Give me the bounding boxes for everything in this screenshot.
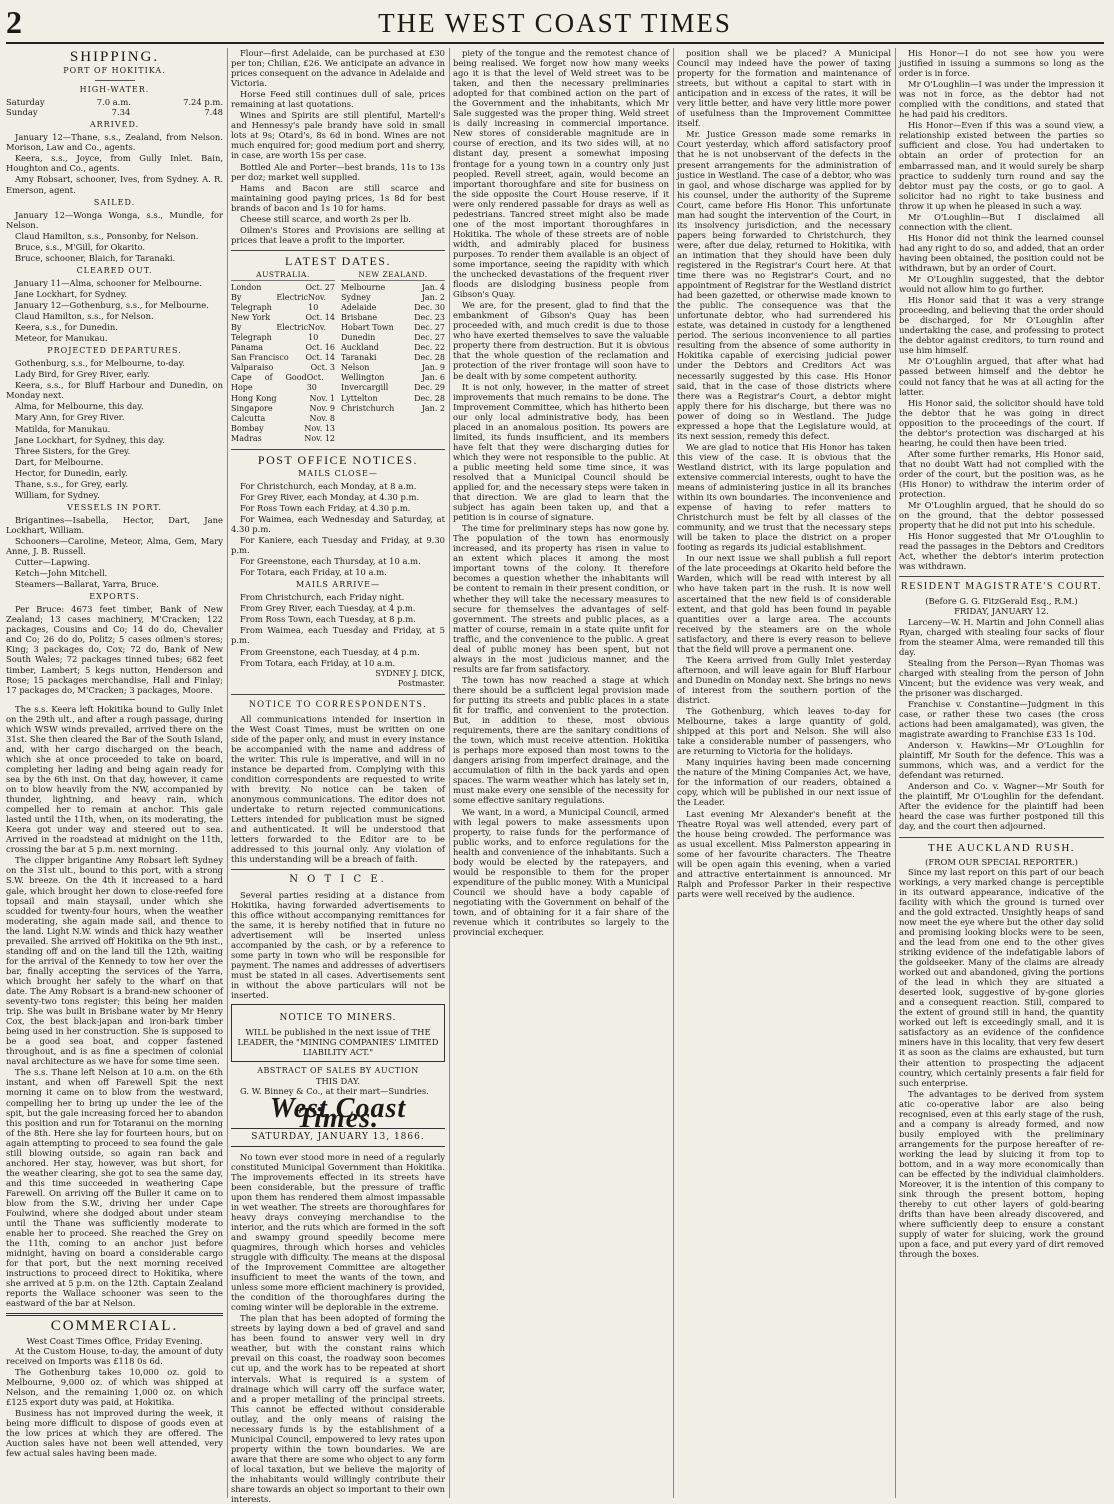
date-place: Lyttelton xyxy=(341,394,378,404)
miners-text: WILL be published in the next issue of THE LEADER, the "MINING COMPANIES' LIMITED LIABILITY ACT." xyxy=(237,1027,439,1057)
paragraph: For Christchurch, each Monday, at 8 a.m. xyxy=(231,481,445,491)
date-row xyxy=(341,353,445,363)
abstract-title: ABSTRACT OF SALES BY AUCTION xyxy=(231,1066,445,1076)
paragraph: Thane, s.s., for Grey, early. xyxy=(6,479,223,489)
post-office-title: POST OFFICE NOTICES. xyxy=(231,455,445,465)
date-place: By Electric Telegraph xyxy=(231,293,308,313)
date-place: Auckland xyxy=(341,343,379,353)
date-row xyxy=(341,343,445,353)
dates-left-label: AUSTRALIA. xyxy=(231,270,335,281)
date-value: Dec. 27 xyxy=(414,323,445,333)
high-water-label: HIGH-WATER. xyxy=(6,85,223,95)
paragraph: Lady Bird, for Grey River, early. xyxy=(6,369,223,379)
paragraph: Mary Ann, for Grey River. xyxy=(6,412,223,422)
date-place: By Electric Telegraph xyxy=(231,323,308,343)
tide-row xyxy=(6,107,223,117)
paragraph: The town has now reached a stage at which there should be a sufficient legal provision made for putting its streets and public places in a state fit for traffic, and convenient to the protection. But, in addition to these, most obvious requirements, there are the sanitary conditions of the town, which must receive attention. Hokitika is perhaps more exposed than most towns to the dangers arising from imperfect drainage, and the accumulation of filth in the back yards and open spaces. The warm weather which has lately set in, must make every one sensible of the necessity for some effective sanitary regulations. xyxy=(453,675,669,806)
latest-dates-title: LATEST DATES. xyxy=(231,256,445,266)
date-value: Dec. 30 xyxy=(414,303,445,313)
paragraph: Keera, s.s., for Dunedin. xyxy=(6,322,223,332)
paragraph: Mr O'Loughlin argued, that he should do so on the ground, that the debtor possessed property that he did not put into his schedule. xyxy=(899,500,1104,530)
notice-text: Several parties residing at a distance from Hokitika, having forwarded advertisements to this office without accompanying remittances for the same, it is hereby notified that in future no advertisement will be inserted unless accompanied by the cash, or by a reference to some party in town who will be responsible for payment. The names and addresses of advertisers must be stated in all cases. Advertisements sent in without the above particulars will not be inserted. xyxy=(231,890,445,1001)
paragraph: Oilmen's Stores and Provisions are selling at prices that leave a profit to the importer. xyxy=(231,225,445,245)
column-rule xyxy=(227,48,228,1498)
date-place: Adelaide xyxy=(341,303,376,313)
rush-report xyxy=(899,867,1104,1260)
paragraph: His Honor said, the solicitor should have told the debtor that he was going in direct opposition to the proceedings of the court. If the debtor's protection was discharged at his hearing, he could then have been tried. xyxy=(899,398,1104,448)
paragraph: January 12—Thane, s.s., Zealand, from Nelson. Morison, Law and Co., agents. xyxy=(6,132,223,152)
paragraph: We are glad to notice that His Honor has taken this view of the case. It is obvious that the Westland district, with its large population and extensive commercial interests, ought to have the means of administering justice in all its branches within its own boundaries. The inconvenience and expense of having to refer matters to Christchurch must be felt by all classes of the community, and we trust that the necessary steps will be taken to place the district on a proper footing as regards its judicial establishment. xyxy=(677,442,891,553)
paragraph: Jane Lockhart, for Sydney, this day. xyxy=(6,435,223,445)
miners-title: NOTICE TO MINERS. xyxy=(237,1013,439,1023)
mails-arrive-list xyxy=(231,592,445,667)
date-row xyxy=(231,353,335,363)
correspondents-title: NOTICE TO CORRESPONDENTS. xyxy=(231,700,445,710)
paragraph: Since my last report on this part of our beach workings, a very marked change is perceptible in its outward appearance, indicative of the facility with which the ground is turned over and the gold extracted. Unsightly heaps of sand now meet the eye where but the other day solid and promising looking blocks were to be seen, and the lead from one end to the other gives striking evidence of the indefatigable labors of the goldseeker. Many of the claims are already worked out and abandoned, giving the portions of the lead in which they are situated a deserted look, suggestive of by-gone glories and a consequent reaction. Still, compared to the extent of ground still in hand, the quantity worked out left is exceedingly small, and it is satisfactory as an evidence of the confidence miners have in this locality, that very few desert it as soon as the claims are exhausted, but turn their attention to prospecting the adjacent country, which certainly presents a fair field for such enterprise. xyxy=(899,867,1104,1088)
date-row xyxy=(231,313,335,323)
paragraph: Schooners—Caroline, Meteor, Alma, Gem, Mary Anne, J. B. Russell. xyxy=(6,536,223,556)
date-row xyxy=(231,293,335,313)
dates-right-rows xyxy=(341,283,445,414)
port-title: PORT OF HOKITIKA. xyxy=(6,66,223,76)
paragraph: The s.s. Keera left Hokitika bound to Gully Inlet on the 29th ult., and after a rough passage, during which WSW winds prevailed, arrived there on the 31st. She then cleared the Bar of the South Island, and, with her cargo discharged on the beach, which she at once proceeded to take on board, completing her lading and being again ready for sea by the 6th inst. On that day, however, it came on to blow heavily from the NW, accompanied by thunder, lightning, and heavy rain, which compelled her to remain at anchor. This gale lasted until the 11th, when, on its moderating, the Keera got under way and steered out to sea. Arrived in the roadstead at midnight on the 11th, crossing the bar at 5 p.m. next morning. xyxy=(6,704,223,855)
column-4 xyxy=(677,48,891,1498)
paragraph: Horse Feed still continues dull of sale, prices remaining at last quotations. xyxy=(231,89,445,109)
dates-left xyxy=(231,270,335,444)
paragraph: Matilda, for Manukau. xyxy=(6,424,223,434)
paragraph: The Gothenburg, which leaves to-day for Melbourne, takes a large quantity of gold, shipped at this port and Nelson. She will also take a considerable number of passengers, who are returning to Victoria for the holidays. xyxy=(677,706,891,756)
market-report xyxy=(231,48,445,245)
page-number: 2 xyxy=(6,4,22,41)
rush-title: THE AUCKLAND RUSH. xyxy=(899,843,1104,853)
date-place: Cape of Good Hope xyxy=(231,373,307,393)
paragraph: Franchise v. Constantine—Judgment in this case, or rather these two cases (the cross actions had been amalgamated), was given, the magistrate awarding to Franchise £33 1s 10d. xyxy=(899,699,1104,739)
paragraph: Cutter—Lapwing. xyxy=(6,557,223,567)
latest-dates-table xyxy=(231,270,445,444)
sailed-list xyxy=(6,210,223,263)
arrived-label: ARRIVED. xyxy=(6,120,223,130)
paragraph: Mr O'Loughlin—I was under the impression it was not in force, as the debtor had not complied with the conditions, and stated that he had paid his creditors. xyxy=(899,79,1104,119)
paragraph: For Greenstone, each Thursday, at 10 a.m. xyxy=(231,556,445,566)
correspondents-text: All communications intended for insertion in the West Coast Times, must be written on one side of the paper only, and must in every instance be accompanied with the name and address of the writer. This rule is imperative, and will in no instance be departed from. Complying with this condition correspondents are requested to write with brevity. No notice can be taken of anonymous communications. The editor does not undertake to return rejected communications. Letters intended for publication must be signed and authenticated. It will be understood that letters forwarded to the Editor are to be addressed to this journal only. Any violation of this understanding will be a breach of faith. xyxy=(231,714,445,865)
tide-pm: 7.48 xyxy=(204,107,223,117)
dates-right xyxy=(341,270,445,444)
column-3 xyxy=(453,48,669,1498)
date-value: Dec. 27 xyxy=(414,333,445,343)
paragraph: Larceny—W. H. Martin and John Connell alias Ryan, charged with stealing four sacks of flour from the steamer Alma, were remanded till this day. xyxy=(899,617,1104,657)
paragraph: From Christchurch, each Friday night. xyxy=(231,592,445,602)
tide-day: Saturday xyxy=(6,97,45,107)
paragraph: Hams and Bacon are still scarce and maintaining good paying prices, 1s 8d for best brands of bacon and 1s 10 for hams. xyxy=(231,183,445,213)
sailed-label: SAILED. xyxy=(6,198,223,208)
date-value: Dec. 28 xyxy=(414,394,445,404)
paragraph: Brigantines—Isabella, Hector, Dart, Jane Lockhart, William. xyxy=(6,515,223,535)
divider xyxy=(95,699,135,700)
paragraph: Bottled Ale and Porter—best brands, 11s to 13s per doz; market well supplied. xyxy=(231,162,445,182)
paragraph: The s.s. Thane left Nelson at 10 a.m. on the 6th instant, and when off Farewell Spit the next morning it came on to blow from the westward, compelling her to bring up under the lee of the spit, but the gale increasing forced her to abandon this position and run for Totaranui on the morning of the 8th. Here she lay for fourteen hours, but on again attempting to proceed to sea found the gale still blowing outside, so again ran back and anchored. Her stay, however, was but short, for the weather clearing, she got to sea the same day, and this time succeeded in weathering Cape Farewell. On arriving off the Buller it came on to blow from the S.W., driving her under Cape Foulwind, where she dodged about under steam until the Thane was sufficiently moderate to enable her to proceed. She reached the Grey on the 11th, coming to an anchor just before midnight, having on board a considerable cargo for that port, but the next morning received instructions to proceed direct to Hokitika, where she arrived at 5 p.m. on the 12th. Captain Zealand reports the Wallace schooner was seen to the eastward of the bar at Nelson. xyxy=(6,1067,223,1308)
paragraph: No town ever stood more in need of a regularly constituted Municipal Government than Hokitika. The improvements effected in its streets have been considerable, but the pressure of traffic upon them has rendered them almost impassable in wet weather. The streets are thoroughfares for heavy drays conveying merchandise to the interior, and the ruts which are formed in the soft and swampy ground speedily become mere quagmires, through which horses and vehicles struggle with difficulty. The means at the disposal of the Improvement Committee are altogether insufficient to meet the wants of the town, and unless some more efficient machinery is provided, the condition of the thoroughfares during the coming winter will be deplorable in the extreme. xyxy=(231,1152,445,1313)
paragraph: The clipper brigantine Amy Robsart left Sydney on the 31st ult., bound to this port, with a strong S.W. breeze. On the 4th it increased to a hard gale, which brought her down to close-reefed fore topsail and main staysail, under which she scudded for twenty-four hours, when the weather moderating, she again made sail, and thence to the land. Light N.W. winds and thick hazy weather prevailed. She arrived off Hokitika on the 9th inst., standing off and on the land till the 12th, waiting for the arrival of the Kennedy to tow her over the bar, finally accepting the services of the Yarra, which brought her safely to the wharf on that date. The Amy Robsart is a brand-new schooner of seventy-two tons register; this being her maiden trip. She was built in Brisbane water by Mr Henry Cox, the best black-japan and iron-bark timber being used in her construction. She is supposed to be a good sea boat, and copper fastened throughout, and is as fine a specimen of colonial naval architecture as we have for some time seen. xyxy=(6,855,223,1066)
date-place: Melbourne xyxy=(341,283,385,293)
paragraph: Per Bruce: 4673 feet timber, Bank of New Zealand; 13 cases machinery, M'Cracken; 122 packages, Cousins and Co; 14 do do, Chevalier and Co; 26 do do, Politz; 5 cases oilmen's stores; King; 3 packages do, Cox; 72 do, Bank of New South Wales; 72 packages tinned tubes; 682 feet timber, Lambert; 5 kegs nutton, Henderson and Rose; 15 packages merchandise, Hall and Finlay; 17 packages do, M'Cracken; 3 packages, Moore. xyxy=(6,604,223,694)
tide-row xyxy=(6,97,223,107)
paragraph: His Honor suggested that Mr O'Loughlin to read the passages in the Debtors and Creditors Act, whether the debtor's interim protection was withdrawn. xyxy=(899,531,1104,571)
paragraph: Claud Hamilton, s.s., Ponsonby, for Nelson. xyxy=(6,231,223,241)
paragraph: Dart, for Melbourne. xyxy=(6,457,223,467)
rm-court-day: FRIDAY, JANUARY 12. xyxy=(899,606,1104,616)
dates-left-rows xyxy=(231,283,335,444)
date-value: Nov. 8 xyxy=(309,414,335,424)
paragraph: It is not only, however, in the matter of street improvements that much remains to be done. The Improvement Committee, which has hitherto been our only local administrative body, has been placed in an anomalous position. Its powers are limited, its funds insufficient, and its members have felt that they were discharging duties for which they were not responsible to the public. At a public meeting held some time since, it was resolved that a Municipal Council should be applied for, and the necessary steps were taken in that direction. We are glad to learn that the subject has again been taken up, and that a petition is in course of signature. xyxy=(453,382,669,523)
paragraph: Many inquiries having been made concerning the nature of the Mining Companies Act, we have, for the information of our readers, obtained a copy, which will be published in our next issue of the Leader. xyxy=(677,757,891,807)
date-row xyxy=(341,293,445,303)
paragraph: January 12—Gothenburg, s.s., for Melbourne. xyxy=(6,300,223,310)
date-place: Bombay xyxy=(231,424,264,434)
paragraph: Mr O'Loughlin—But I disclaimed all connection with the client. xyxy=(899,212,1104,232)
paragraph: From Totara, each Friday, at 10 a.m. xyxy=(231,658,445,668)
date-value: Nov. 10 xyxy=(308,293,335,313)
exports-label: EXPORTS. xyxy=(6,592,223,602)
rm-court-cases xyxy=(899,617,1104,832)
paragraph: We want, in a word, a Municipal Council, armed with legal powers to make assessments upon property, to raise funds for the performance of public works, and to enforce regulations for the health and convenience of the inhabitants. Such a body would be elected by the ratepayers, and would be responsible to them for the proper expenditure of the public money. With a Municipal Council we should have a body capable of negotiating with the Government on behalf of the town, and of obtaining for it a fair share of the revenue which it contributes so largely to the provincial exchequer. xyxy=(453,807,669,938)
paragraph: Business has not improved during the week, it being more difficult to dispose of goods even at the low prices at which they are offered. The Auction sales have not been well attended, very few actual sales having been made. xyxy=(6,1408,223,1458)
date-row xyxy=(341,373,445,383)
date-place: Hobart Town xyxy=(341,323,394,333)
date-place: Nelson xyxy=(341,363,369,373)
date-place: Hong Kong xyxy=(231,394,276,404)
paragraph: Anderson v. Hawkins—Mr O'Loughlin for plaintiff, Mr South for the defence. This was a summons, which was, and a verdict for the defendant was returned. xyxy=(899,740,1104,780)
date-row xyxy=(341,303,445,313)
masthead-rule xyxy=(6,42,1104,44)
paragraph: Anderson and Co. v. Wagner—Mr South for the plaintiff, Mr O'Loughlin for the defendant. After the evidence for the plaintiff had been heard the case was further postponed till this day, and the court then adjourned. xyxy=(899,781,1104,831)
mails-close-list xyxy=(231,481,445,577)
date-value: Dec. 29 xyxy=(414,383,445,393)
news-items xyxy=(677,48,891,899)
paragraph: Wines and Spirits are still plentiful, Martell's and Hennessy's pale brandy have sold in small lots at 9s; Otard's, 8s 6d in bond. Wines are not much enquired for; good medium port and sherry, in case, are worth 15s per case. xyxy=(231,110,445,160)
date-row xyxy=(341,383,445,393)
date-row xyxy=(341,283,445,293)
date-place: Valparaiso xyxy=(231,363,273,373)
postmaster-name: SYDNEY J. DICK, xyxy=(231,669,445,679)
date-value: Jan. 2 xyxy=(422,293,445,303)
paragraph: Gothenburg, s.s., for Melbourne, to-day. xyxy=(6,358,223,368)
paragraph: Mr O'Loughlin suggested, that the debtor would not allow him to go further. xyxy=(899,274,1104,294)
date-place: Sydney xyxy=(341,293,371,303)
date-value: Dec. 22 xyxy=(414,343,445,353)
tide-table xyxy=(6,97,223,117)
paragraph: His Honor—Even if this was a sound view, a relationship existed between the parties so sufficient and close. You had undertaken to obtain an order of protection for an embarrassed man, and it would surely be sharp practice to suddenly turn round and say the debtor must pay the costs, or go to gaol. A solicitor had no right to take business and throw it up when he pleased in such a way. xyxy=(899,120,1104,210)
divider xyxy=(231,869,445,870)
date-row xyxy=(231,363,335,373)
date-value: Nov. 12 xyxy=(304,434,335,444)
divider xyxy=(231,449,445,450)
paragraph: Last evening Mr Alexander's benefit at the Theatre Royal was well attended, every part of the house being crowded. The performance was as usual excellent. Miss Palmerston appearing in some of her favourite characters. The Theatre will be open again this evening, when a varied and attractive entertainment is announced. Mr Ralph and Professor Parker in their respective parts were well received by the audience. xyxy=(677,809,891,899)
divider xyxy=(231,694,445,695)
date-value: Jan. 6 xyxy=(422,373,445,383)
date-value: Oct. 14 xyxy=(305,353,335,363)
paragraph: Steamers—Ballarat, Yarra, Bruce. xyxy=(6,579,223,589)
paragraph: For Kaniere, each Tuesday and Friday, at 9.30 p.m. xyxy=(231,535,445,555)
date-value: Oct. 14 xyxy=(305,313,335,323)
date-place: Invercargill xyxy=(341,383,388,393)
date-place: Panama xyxy=(231,343,263,353)
divider xyxy=(231,250,445,251)
paragraph: From Ross Town, each Tuesday, at 8 p.m. xyxy=(231,614,445,624)
date-row xyxy=(341,404,445,414)
paragraph: His Honor did not think the learned counsel had any right to do so, and added, that an order having been obtained, the position could not be withdrawn, but by an order of Court. xyxy=(899,233,1104,273)
date-value: Nov. 1 xyxy=(309,394,335,404)
paragraph: piety of the tongue and the remotest chance of being realised. We forget now how many weeks ago it is that the level of Weld street was to be taken, and then the necessary preliminaries adopted for that combined action on the part of the Government and the inhabitants, which Mr Sale suggested was the proper thing. Weld street is daily increasing in commercial importance. New stores of considerable magnitude are in course of erection, and its two sides will, at no distant day, present a somewhat imposing frontage for a young town in a country only just peopled. Revell street, again, would become an important thoroughfare and site for business on the side opposite the Court House reserve, if it were only rendered passable for drays as well as pedestrians. Tancred street might also be made one of the most important thoroughfares in Hokitika. The whole of these streets are of noble width, and admirably placed for business purposes. To render them available is an object of some importance, seeing the rapidity with which the unchecked devastations of the frequent river floods are dislodging business people from Gibson's Quay. xyxy=(453,48,669,299)
commercial-office: West Coast Times Office, Friday Evening. xyxy=(6,1336,223,1346)
paragraph: Keera, s.s., Joyce, from Gully Inlet. Bain, Houghton and Co., agents. xyxy=(6,153,223,173)
date-row xyxy=(231,394,335,404)
paragraph: From Waimea, each Tuesday and Friday, at 5 p.m. xyxy=(231,625,445,645)
paragraph: position shall we be placed? A Municipal Council may indeed have the power of taxing property for the formation and maintenance of streets, but without a capital to start with in anticipation and in excess of the rates, it will be very little better, and have very little more power of usefulness than the Improvement Committee itself. xyxy=(677,48,891,128)
paragraph: From Grey River, each Tuesday, at 4 p.m. xyxy=(231,603,445,613)
date-row xyxy=(231,373,335,393)
paragraph: William, for Sydney. xyxy=(6,490,223,500)
mails-close-label: MAILS CLOSE— xyxy=(231,469,445,479)
dateline: SATURDAY, JANUARY 13, 1866. xyxy=(231,1128,445,1146)
date-value: Oct. 30 xyxy=(307,373,335,393)
column-rule xyxy=(449,48,450,1498)
newspaper-title: West Coast Times. xyxy=(231,1104,445,1124)
paragraph: The advantages to be derived from system atic co-operative labor are also being recognised, even at this early stage of the rush, and a company is already formed, and now busily employed with the preliminary arrangements for the purpose hereafter of re-working the lead by sluicing it from top to bottom, and in a way more economically than can be effected by the individual claimholders. Moreover, it is the intention of this company to sink through the present bottom, hoping thereby to cut other layers of gold-bearing drifts than have been already discovered, and where sufficiently deep to ensure a constant supply of water for sluicing, work the ground upon a face, and put every yard of dirt removed through the boxes. xyxy=(899,1089,1104,1260)
date-value: Jan. 4 xyxy=(422,283,445,293)
paragraph: For Waimea, each Wednesday and Saturday, at 4.30 p.m. xyxy=(231,514,445,534)
column-rule xyxy=(673,48,674,1498)
date-row xyxy=(231,283,335,293)
paragraph: Flour—first Adelaide, can be purchased at £30 per ton; Chilian, £26. We anticipate an advance in prices consequent on the advance in Adelaide and Victoria. xyxy=(231,48,445,88)
date-place: Wellington xyxy=(341,373,384,383)
exports-list xyxy=(6,604,223,694)
date-row xyxy=(231,414,335,424)
column-5 xyxy=(899,48,1104,1498)
date-place: Madras xyxy=(231,434,262,444)
column-1 xyxy=(6,48,223,1498)
paragraph: For Grey River, each Monday, at 4.30 p.m. xyxy=(231,492,445,502)
date-value: Nov. 9 xyxy=(309,404,335,414)
divider xyxy=(899,576,1104,577)
date-value: Nov. 13 xyxy=(304,424,335,434)
paragraph: Mr O'Loughlin argued, that after what had passed between himself and the debtor he could not fancy that he was at all acting for the latter. xyxy=(899,356,1104,396)
paragraph: Three Sisters, for the Grey. xyxy=(6,446,223,456)
commercial-title: COMMERCIAL. xyxy=(6,1321,223,1331)
leader-continued xyxy=(453,48,669,937)
projected-list xyxy=(6,358,223,500)
paragraph: At the Custom House, to-day, the amount of duty received on Imports was £118 0s 6d. xyxy=(6,1346,223,1366)
shipping-title: SHIPPING. xyxy=(6,52,223,62)
date-row xyxy=(231,343,335,353)
date-value: Nov. 10 xyxy=(308,323,335,343)
paragraph: We are, for the present, glad to find that the embankment of Gibson's Quay has been proceeded with, and much credit is due to those who have exerted themselves to save the valuable property there from destruction. But it is obvious that the whole question of the reclamation and protection of the river frontage will soon have to be dealt with by some competent authority. xyxy=(453,300,669,380)
date-row xyxy=(341,363,445,373)
rush-sub: (FROM OUR SPECIAL REPORTER.) xyxy=(899,857,1104,867)
paragraph: From Greenstone, each Tuesday, at 4 p.m. xyxy=(231,647,445,657)
date-place: Taranaki xyxy=(341,353,376,363)
paragraph: The Gothenburg takes 10,000 oz. gold to Melbourne, 9,000 oz. of which was shipped at Nelson, and the remaining 1,000 oz. on which £125 export duty was paid, at Hokitika. xyxy=(6,1367,223,1407)
date-row xyxy=(231,434,335,444)
paragraph: After some further remarks, His Honor said, that no doubt Watt had not complied with the order of the court, but the position was, as he (His Honor) to withdraw the interim order of protection. xyxy=(899,449,1104,499)
notice-title: N O T I C E. xyxy=(231,875,445,885)
paragraph: Keera, s.s., for Bluff Harbour and Dunedin, on Monday next. xyxy=(6,380,223,400)
date-place: Brisbane xyxy=(341,313,377,323)
date-row xyxy=(231,323,335,343)
mails-arrive-label: MAILS ARRIVE— xyxy=(231,580,445,590)
masthead xyxy=(6,4,1104,44)
paragraph: The Keera arrived from Gully Inlet yesterday afternoon, and will leave again for Bluff Harbour and Dunedin on Monday next. She brings no news of interest from the southern portion of the district. xyxy=(677,655,891,705)
date-row xyxy=(341,323,445,333)
cleared-label: CLEARED OUT. xyxy=(6,266,223,276)
date-place: Dunedin xyxy=(341,333,375,343)
paragraph: Jane Lockhart, for Sydney. xyxy=(6,289,223,299)
paragraph: Cheese still scarce, and worth 2s per lb. xyxy=(231,214,445,224)
paragraph: The plan that has been adopted of forming the streets by laying down a bed of gravel and sand has been found to answer very well in dry weather, but with the constant rains which prevail on this coast, the roadway soon becomes cut up, and the work has to be repeated at short intervals. What is required is a system of drainage which will carry off the surface water, and a proper metalling of the principal streets. This cannot be effected without considerable outlay, and the only means of raising the necessary funds is by the establishment of a Municipal Council, empowered to levy rates upon property within the town boundaries. We are aware that there are some who object to any form of local taxation, but we believe the majority of the inhabitants would willingly contribute their share towards an object so important to their own interests. xyxy=(231,1313,445,1504)
in-port-label: VESSELS IN PORT. xyxy=(6,503,223,513)
abstract-day: THIS DAY. xyxy=(231,1076,445,1086)
paragraph: Amy Robsart, schooner, Ives, from Sydney. A. R. Emerson, agent. xyxy=(6,174,223,194)
paragraph: Claud Hamilton, s.s., for Nelson. xyxy=(6,311,223,321)
paragraph: His Honor said that it was a very strange proceeding, and believing that the order should be discharged, for Mr O'Loughlin after undertaking the case, and professing to protect the debtor against creditors, to turn round and use him himself. xyxy=(899,295,1104,355)
paragraph: January 12—Wonga Wonga, s.s., Mundle, for Nelson. xyxy=(6,210,223,230)
date-place: New York xyxy=(231,313,270,323)
miners-notice-box xyxy=(231,1004,445,1062)
cleared-list xyxy=(6,278,223,343)
leader-article xyxy=(231,1152,445,1504)
divider xyxy=(95,80,135,81)
column-2 xyxy=(231,48,445,1498)
divider xyxy=(6,1313,223,1316)
date-place: London xyxy=(231,283,261,293)
projected-label: PROJECTED DEPARTURES. xyxy=(6,346,223,356)
paragraph: Meteor, for Manukau. xyxy=(6,333,223,343)
date-row xyxy=(341,313,445,323)
paragraph: For Totara, each Friday, at 10 a.m. xyxy=(231,567,445,577)
shipping-reports xyxy=(6,704,223,1309)
paragraph: Mr. Justice Gresson made some remarks in Court yesterday, which afford satisfactory proof that he is not unobservant of the defects in the present arrangements for the administration of justice in Westland. The case of a debtor, who was in gaol, and whose discharge was applied for by his counsel, under the authority of the Supreme Court, came before His Honor. This unfortunate man had sought the intervention of the Court, in its insolvency jurisdiction, and the necessary papers being forwarded to Christchurch, they were, after due delay, returned to Hokitika, with an intimation that they should have been duly registered in the Registrar's Court here. At that time there was no Registrar's Court, and no appointment of Registrar for the Westland district had been gazetted, or otherwise made known to the public. The consequence was that the unfortunate debtor, who had surrendered his estate, was detained in custody for a lengthened period. The serious inconvenience to all parties resulting from the absence of some authority in Hokitika capable of exercising judicial power under the Debtors and Creditors Act was necessarily suggested by this case. His Honor said, that in the case of those districts where there was a Registrar's Court, a debtor might apply there for his discharge, but there was no power of doing so in Westland. The Judge expressed a hope that the Legislature would, at its next session, remedy this defect. xyxy=(677,129,891,440)
commercial-list xyxy=(6,1346,223,1459)
date-value: Oct. 27 xyxy=(305,283,335,293)
paragraph: Stealing from the Person—Ryan Thomas was charged with stealing from the person of John Vincent; but the evidence was very weak, and the prisoner was discharged. xyxy=(899,658,1104,698)
date-value: Dec. 28 xyxy=(414,353,445,363)
date-value: Oct. 3 xyxy=(311,363,335,373)
paragraph: His Honor—I do not see how you were justified in issuing a summons so long as the order is in force. xyxy=(899,48,1104,78)
date-value: Dec. 23 xyxy=(414,313,445,323)
column-rule xyxy=(895,48,896,1498)
paper-name: THE WEST COAST TIMES xyxy=(6,8,1104,39)
paragraph: In our next issue we shall publish a full report of the late proceedings at Okarito held before the Warden, which will be read with interest by all who have taken part in the rush. It is now well ascertained that the new field is of considerable extent, and that gold has been found in payable quantities over a large area. The accounts received by the steamers are on the whole satisfactory, and there is every reason to believe that the field will prove a permanent one. xyxy=(677,553,891,653)
paragraph: Hector, for Dunedin, early. xyxy=(6,468,223,478)
date-value: Oct. 16 xyxy=(305,343,335,353)
rm-court-sub: (Before G. G. FitzGerald Esq., R.M.) xyxy=(899,596,1104,606)
paragraph: Bruce, schooner, Blaich, for Taranaki. xyxy=(6,253,223,263)
date-row xyxy=(341,394,445,404)
date-place: Singapore xyxy=(231,404,273,414)
columns xyxy=(6,48,1104,1500)
date-row xyxy=(231,404,335,414)
rm-court-title: RESIDENT MAGISTRATE'S COURT. xyxy=(899,582,1104,592)
date-row xyxy=(341,333,445,343)
paragraph: For Ross Town each Friday, at 4.30 p.m. xyxy=(231,503,445,513)
postmaster-title: Postmaster. xyxy=(231,679,445,689)
in-port-list xyxy=(6,515,223,589)
paragraph: Ketch—John Mitchell. xyxy=(6,568,223,578)
date-place: San Francisco xyxy=(231,353,289,363)
tide-am: 7.0 a.m. xyxy=(97,97,131,107)
date-value: Jan. 2 xyxy=(422,404,445,414)
tide-pm: 7.24 p.m. xyxy=(183,97,223,107)
court-report xyxy=(899,48,1104,571)
arrived-list xyxy=(6,132,223,194)
date-place: Calcutta xyxy=(231,414,265,424)
tide-day: Sunday xyxy=(6,107,38,117)
dates-right-label: NEW ZEALAND. xyxy=(341,270,445,281)
paragraph: The time for preliminary steps has now gone by. The population of the town has enormously increased, and its property has risen in value to an extent which places it among the most important towns of the colony. It therefore becomes a question whether the inhabitants will be content to remain in their present condition, or whether they will take the necessary measures to secure for themselves the advantages of self-government. The streets and public places, as a matter of course, remain in a state quite unfit for traffic, and the convenience to the public. A great deal of public money has been spent, but not always in the most judicious manner, and the results are far from satisfactory. xyxy=(453,523,669,674)
paragraph: January 11—Alma, schooner for Melbourne. xyxy=(6,278,223,288)
date-value: Jan. 9 xyxy=(422,363,445,373)
date-row xyxy=(231,424,335,434)
tide-am: 7.34 xyxy=(112,107,131,117)
divider xyxy=(899,837,1104,838)
abstract-text: G. W. Binney & Co., at their mart—Sundries. xyxy=(231,1086,445,1096)
paragraph: Bruce, s.s., M'Gill, for Okarito. xyxy=(6,242,223,252)
date-place: Christchurch xyxy=(341,404,394,414)
paragraph: Alma, for Melbourne, this day. xyxy=(6,401,223,411)
